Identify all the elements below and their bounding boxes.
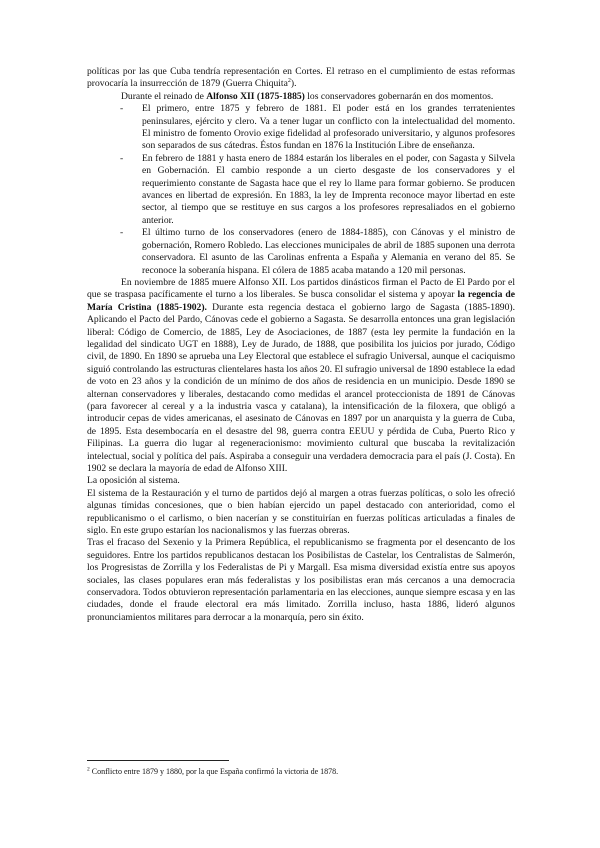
footnote [87,767,515,777]
list-item-text: En febrero de 1881 y hasta enero de 1884 estarán los liberales en el poder, con Sagasta y Silvela en Gobernación. El cambio responde a un cierto desgaste de los conservadores y el requerimiento constante de Sagasta hace que el rey lo llame para formar gobierno. Se producen avances en libertad de expresión. En 1883, la ley de Imprenta reconoce mayor libertad en este sector, al tiempo que se restituye en sus cargos a los profesores represaliados en el gobierno anterior. [142,152,515,226]
intro-end: ). [290,78,297,90]
governments-list [87,103,515,277]
oposicion-paragraph: El sistema de la Restauración y el turno de partidos dejó al margen a otras fuerzas políticas, o solo les ofreció algunas tímidas concesiones, que o bien habían ejercido un papel destacado con anterioridad, como el republicanismo o el carlismo, o bien nacerían y se constituirían en fuerzas políticas articuladas a finales de siglo. En este grupo estarían los nacionalismos y las fuerzas obreras. [87,487,515,537]
footnote-ref[interactable]: 2 [287,78,291,85]
alfonso-bold: Alfonso XII (1875-1885) [206,90,305,102]
regencia-paragraph [87,277,515,476]
dash-bullet: - [120,227,124,239]
list-item [87,227,515,277]
intro-paragraph [87,66,515,91]
alfonso-pre: Durante el reinado de [121,90,207,102]
document-body [87,66,515,624]
list-item [87,153,515,227]
regencia-pre: En noviembre de 1885 muere Alfonso XII. Los partidos dinásticos firman el Pacto de El Pardo por el que se traspasa pacíficamente el turno a los liberales. Se busca consolidar el sistema y apoyar [87,276,515,301]
footnote-divider [87,760,229,761]
list-item [87,103,515,153]
dash-bullet: - [120,103,124,115]
regencia-bold: la regencia de María Cristina (1885-1902). [87,289,515,313]
alfonso-paragraph [87,91,515,103]
intro-text: políticas por las que Cuba tendría representación en Cortes. El retraso en el cumplimiento de estas reformas provocaría la insurrección de 1879 (Guerra Chiquita [87,66,515,90]
list-item-text: El último turno de los conservadores (enero de 1884-1885), con Cánovas y el ministro de gobernación, Romero Robledo. Las elecciones municipales de abril de 1885 suponen una derrota conservadora. El asunto de las Carolinas enfrenta a España y Alemania en verano del 85. Se reconoce la soberanía hispana. El cólera de 1885 acaba matando a 120 mil personas. [142,227,515,276]
oposicion-heading: La oposición al sistema. [87,475,180,487]
republicanismo-paragraph: Tras el fracaso del Sexenio y la Primera República, el republicanismo se fragmenta por el desencanto de los seguidores. Entre los partidos republicanos destacan los Posibilistas de Castelar, los Centralistas de Salmerón, los Progresistas de Zorrilla y los Federalistas de Pi y Margall. Esa misma diversidad existía entre sus apoyos sociales, las clases populares eran más federalistas y los posibilistas eran más cercanos a una democracia conservadora. Todos obtuvieron representación parlamentaria en las elecciones, aunque siempre escasa y en las ciudades, donde el fraude electoral era más limitado. Zorrilla incluso, hasta 1886, lideró algunos pronunciamientos militares para derrocar a la monarquía, pero sin éxito. [87,537,515,623]
regencia-post: Durante esta regencia destaca el gobierno largo de Sagasta (1885-1890). Aplicando el Pacto del Pardo, Cánovas cede el gobierno a Sagasta. Se desarrolla entonces una gran legislación liberal: Código de Comercio, de 1885, Ley de Asociaciones, de 1887 (esta ley permite la fundación en la legalidad del sindicato UGT en 1888), Ley de Jurado, de 1888, que posibilita los juicios por jurado, Código civil, de 1890. En 1890 se aprueba una Ley Electoral que establece el sufragio Universal, aunque el caciquismo siguió controlando las estructuras clientelares hasta los años 20. El sufragio universal de 1890 establece la edad de voto en 23 años y la condición de un mínimo de dos años de residencia en un municipio. Desde 1890 se alternan conservadores y liberales, destacando como medidas el arancel proteccionista de 1891 de Cánovas (para favorecer al cereal y a la industria vasca y catalana), la intensificación de la filoxera, que obligó a introducir cepas de vides americanas, el asesinato de Cánovas en 1897 por un anarquista y la guerra de Cuba, de 1895. Esta desembocaría en el desastre del 98, guerra contra EEUU y pérdida de Cuba, Puerto Rico y Filipinas. La guerra dio lugar al regeneracionismo: movimiento cultural que buscaba la revitalización intelectual, social y política del país. Aspiraba a conseguir una verdadera democracia para el país (J. Costa). En 1902 se declara la mayoría de edad de Alfonso XIII. [87,301,515,474]
footnote-number: 2 [87,766,90,773]
dash-bullet: - [120,152,124,164]
alfonso-post: los conservadores gobernarán en dos momentos. [304,90,494,102]
footnote-text: Conflicto entre 1879 y 1880, por la que España confirmó la victoria de 1878. [89,767,339,776]
list-item-text: El primero, entre 1875 y febrero de 1881. El poder está en los grandes terratenientes peninsulares, ejército y clero. Va a tener lugar un conflicto con la intelectualidad del momento. El ministro de fomento Orovio exige fidelidad al profesorado universitario, y algunos profesores son separados de sus cátedras. Éstos fundan en 1876 la Institución Libre de enseñanza. [142,103,515,152]
